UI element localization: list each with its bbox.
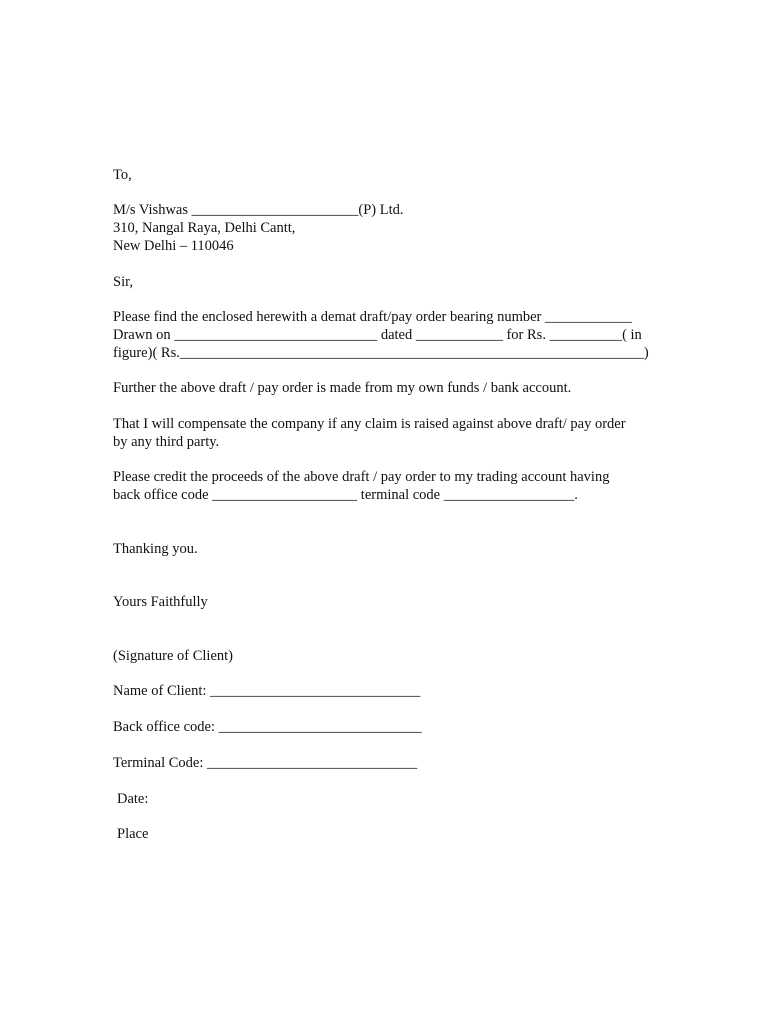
paragraph-4-line-2: back office code ____________________ terminal code __________________.	[113, 487, 578, 503]
paragraph-3-line-1: That I will compensate the company if any claim is raised against above draft/ pay order	[113, 416, 626, 432]
paragraph-1-line-2: Drawn on ____________________________ dated ____________ for Rs. __________( in	[113, 327, 642, 343]
closing: Yours Faithfully	[113, 594, 208, 610]
paragraph-4-line-1: Please credit the proceeds of the above draft / pay order to my trading account having	[113, 469, 610, 485]
greeting: Sir,	[113, 274, 133, 290]
addressee-line-3: New Delhi – 110046	[113, 238, 234, 254]
terminal-code-field: Terminal Code: _____________________________	[113, 755, 418, 771]
paragraph-1-line-3: figure)( Rs.________________________________________________________________)	[113, 345, 649, 361]
place-field: Place	[117, 826, 149, 842]
addressee-line-1: M/s Vishwas _______________________(P) Ltd.	[113, 202, 404, 218]
back-office-code-field: Back office code: ____________________________	[113, 719, 422, 735]
salutation-to: To,	[113, 167, 132, 183]
paragraph-1-line-1: Please find the enclosed herewith a demat draft/pay order bearing number ____________	[113, 309, 633, 325]
name-of-client-field: Name of Client: _____________________________	[113, 683, 421, 699]
addressee-line-2: 310, Nangal Raya, Delhi Cantt,	[113, 220, 296, 236]
signature-label: (Signature of Client)	[113, 648, 234, 664]
date-field: Date:	[117, 791, 149, 807]
paragraph-3-line-2: by any third party.	[113, 434, 220, 450]
thanking-you: Thanking you.	[113, 541, 198, 557]
paragraph-2: Further the above draft / pay order is made from my own funds / bank account.	[113, 380, 572, 396]
